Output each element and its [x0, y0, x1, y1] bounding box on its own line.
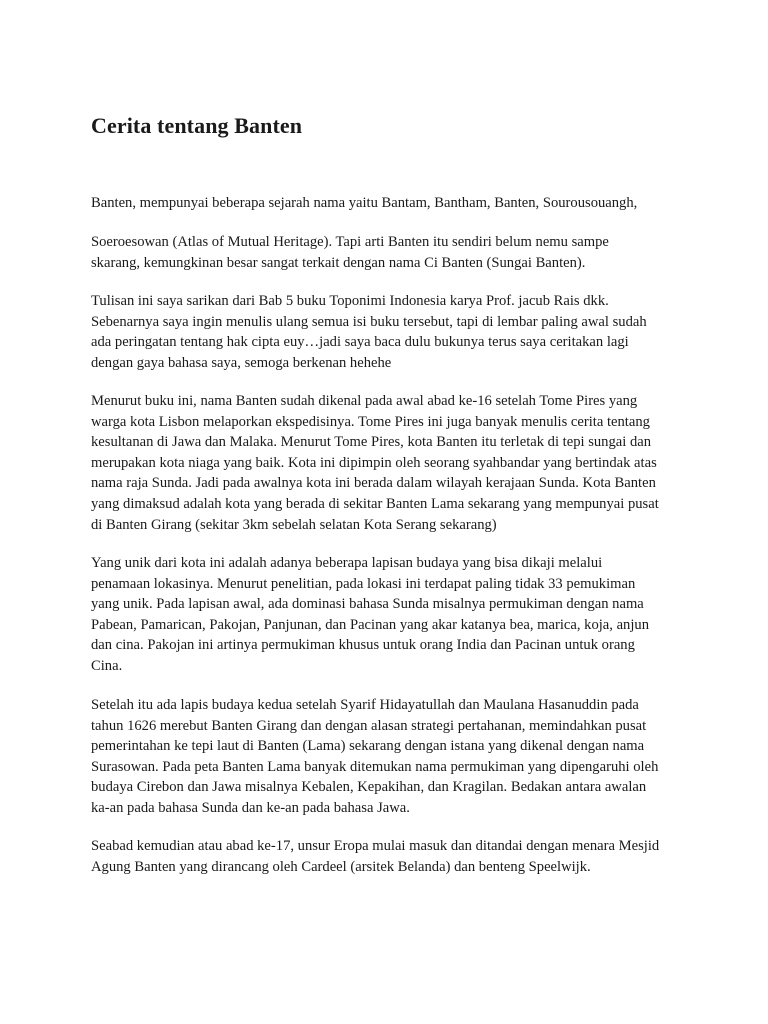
paragraph-line: merupakan kota niaga yang baik. Kota ini dipimpin oleh seorang syahbandar yang bertindak atas: [91, 454, 657, 471]
paragraph-line: penamaan lokasinya. Menurut penelitian, pada lokasi ini terdapat paling tidak 33 pemukiman: [91, 575, 636, 592]
paragraph-line: Setelah itu ada lapis budaya kedua setelah Syarif Hidayatullah dan Maulana Hasanuddin pada: [91, 697, 639, 713]
paragraph-4: [91, 391, 691, 535]
paragraph-line: Sebenarnya saya ingin menulis ulang semua isi buku tersebut, tapi di lembar paling awal sudah: [91, 313, 647, 330]
paragraph-line: Banten, mempunyai beberapa sejarah nama yaitu Bantam, Bantham, Banten, Sourousouangh,: [91, 195, 638, 211]
paragraph-2: [91, 232, 691, 273]
paragraph-line: nama raja Sunda. Jadi pada awalnya kota ini berada dalam wilayah kerajaan Sunda. Kota Banten: [91, 475, 656, 492]
paragraph-line: Agung Banten yang dirancang oleh Cardeel (arsitek Belanda) dan benteng Speelwijk.: [91, 858, 591, 875]
paragraph-7: [91, 836, 691, 877]
paragraph-line: Seabad kemudian atau abad ke-17, unsur Eropa mulai masuk dan ditandai dengan menara Mesjid: [91, 838, 660, 854]
paragraph-line: Pabean, Pamarican, Pakojan, Panjunan, dan Pacinan yang akar katanya bea, marica, koja, anjun: [91, 616, 650, 633]
paragraph-line: dan cina. Pakojan ini artinya permukiman khusus untuk orang India dan Pacinan untuk orang: [91, 637, 635, 654]
paragraph-line: Yang unik dari kota ini adalah adanya beberapa lapisan budaya yang bisa dikaji melalui: [91, 555, 603, 571]
paragraph-line: kesultanan di Jawa dan Malaka. Menurut Tome Pires, kota Banten itu terletak di tepi sungai dan: [91, 434, 652, 451]
paragraph-line: tahun 1626 merebut Banten Girang dan dengan alasan strategi pertahanan, memindahkan pusat: [91, 717, 647, 734]
paragraph-line: yang unik. Pada lapisan awal, ada dominasi bahasa Sunda misalnya permukiman dengan nama: [91, 596, 644, 613]
paragraph-line: Tulisan ini saya sarikan dari Bab 5 buku Toponimi Indonesia karya Prof. jacub Rais dkk.: [91, 293, 609, 309]
paragraph-line: Soeroesowan (Atlas of Mutual Heritage). Tapi arti Banten itu sendiri belum nemu sampe: [91, 234, 609, 250]
paragraph-line: Menurut buku ini, nama Banten sudah dikenal pada awal abad ke-16 setelah Tome Pires yang: [91, 393, 638, 409]
paragraph-line: pemerintahan ke tepi laut di Banten (Lama) sekarang dengan istana yang dikenal dengan nama: [91, 738, 645, 755]
paragraph-1: [91, 193, 691, 214]
paragraph-5: [91, 553, 691, 677]
paragraph-line: ada peringatan tentang hak cipta euy…jadi saya baca dulu bukunya terus saya ceritakan lagi: [91, 334, 629, 351]
page-title: Cerita tentang Banten: [91, 113, 303, 138]
paragraph-line: Surasowan. Pada peta Banten Lama banyak ditemukan nama permukiman yang dipengaruhi oleh: [91, 758, 659, 775]
paragraph-line: warga kota Lisbon melaporkan ekspedisinya. Tome Pires ini juga banyak menulis cerita tentang: [91, 413, 650, 430]
paragraph-3: [91, 291, 691, 373]
paragraph-line: yang dimaksud adalah kota yang berada di sekitar Banten Lama sekarang yang mempunyai pusat: [91, 495, 659, 512]
paragraph-line: budaya Cirebon dan Jawa misalnya Kebalen, Kepakihan, dan Kragilan. Bedakan antara awalan: [91, 779, 647, 796]
paragraph-line: dengan gaya bahasa saya, semoga berkenan hehehe: [91, 354, 392, 371]
paragraph-line: Cina.: [91, 657, 123, 674]
paragraph-6: [91, 695, 691, 819]
paragraph-line: skarang, kemungkinan besar sangat terkait dengan nama Ci Banten (Sungai Banten).: [91, 254, 586, 271]
paragraph-line: di Banten Girang (sekitar 3km sebelah selatan Kota Serang sekarang): [91, 516, 497, 533]
paragraph-line: ka-an pada bahasa Sunda dan ke-an pada bahasa Jawa.: [91, 799, 410, 816]
